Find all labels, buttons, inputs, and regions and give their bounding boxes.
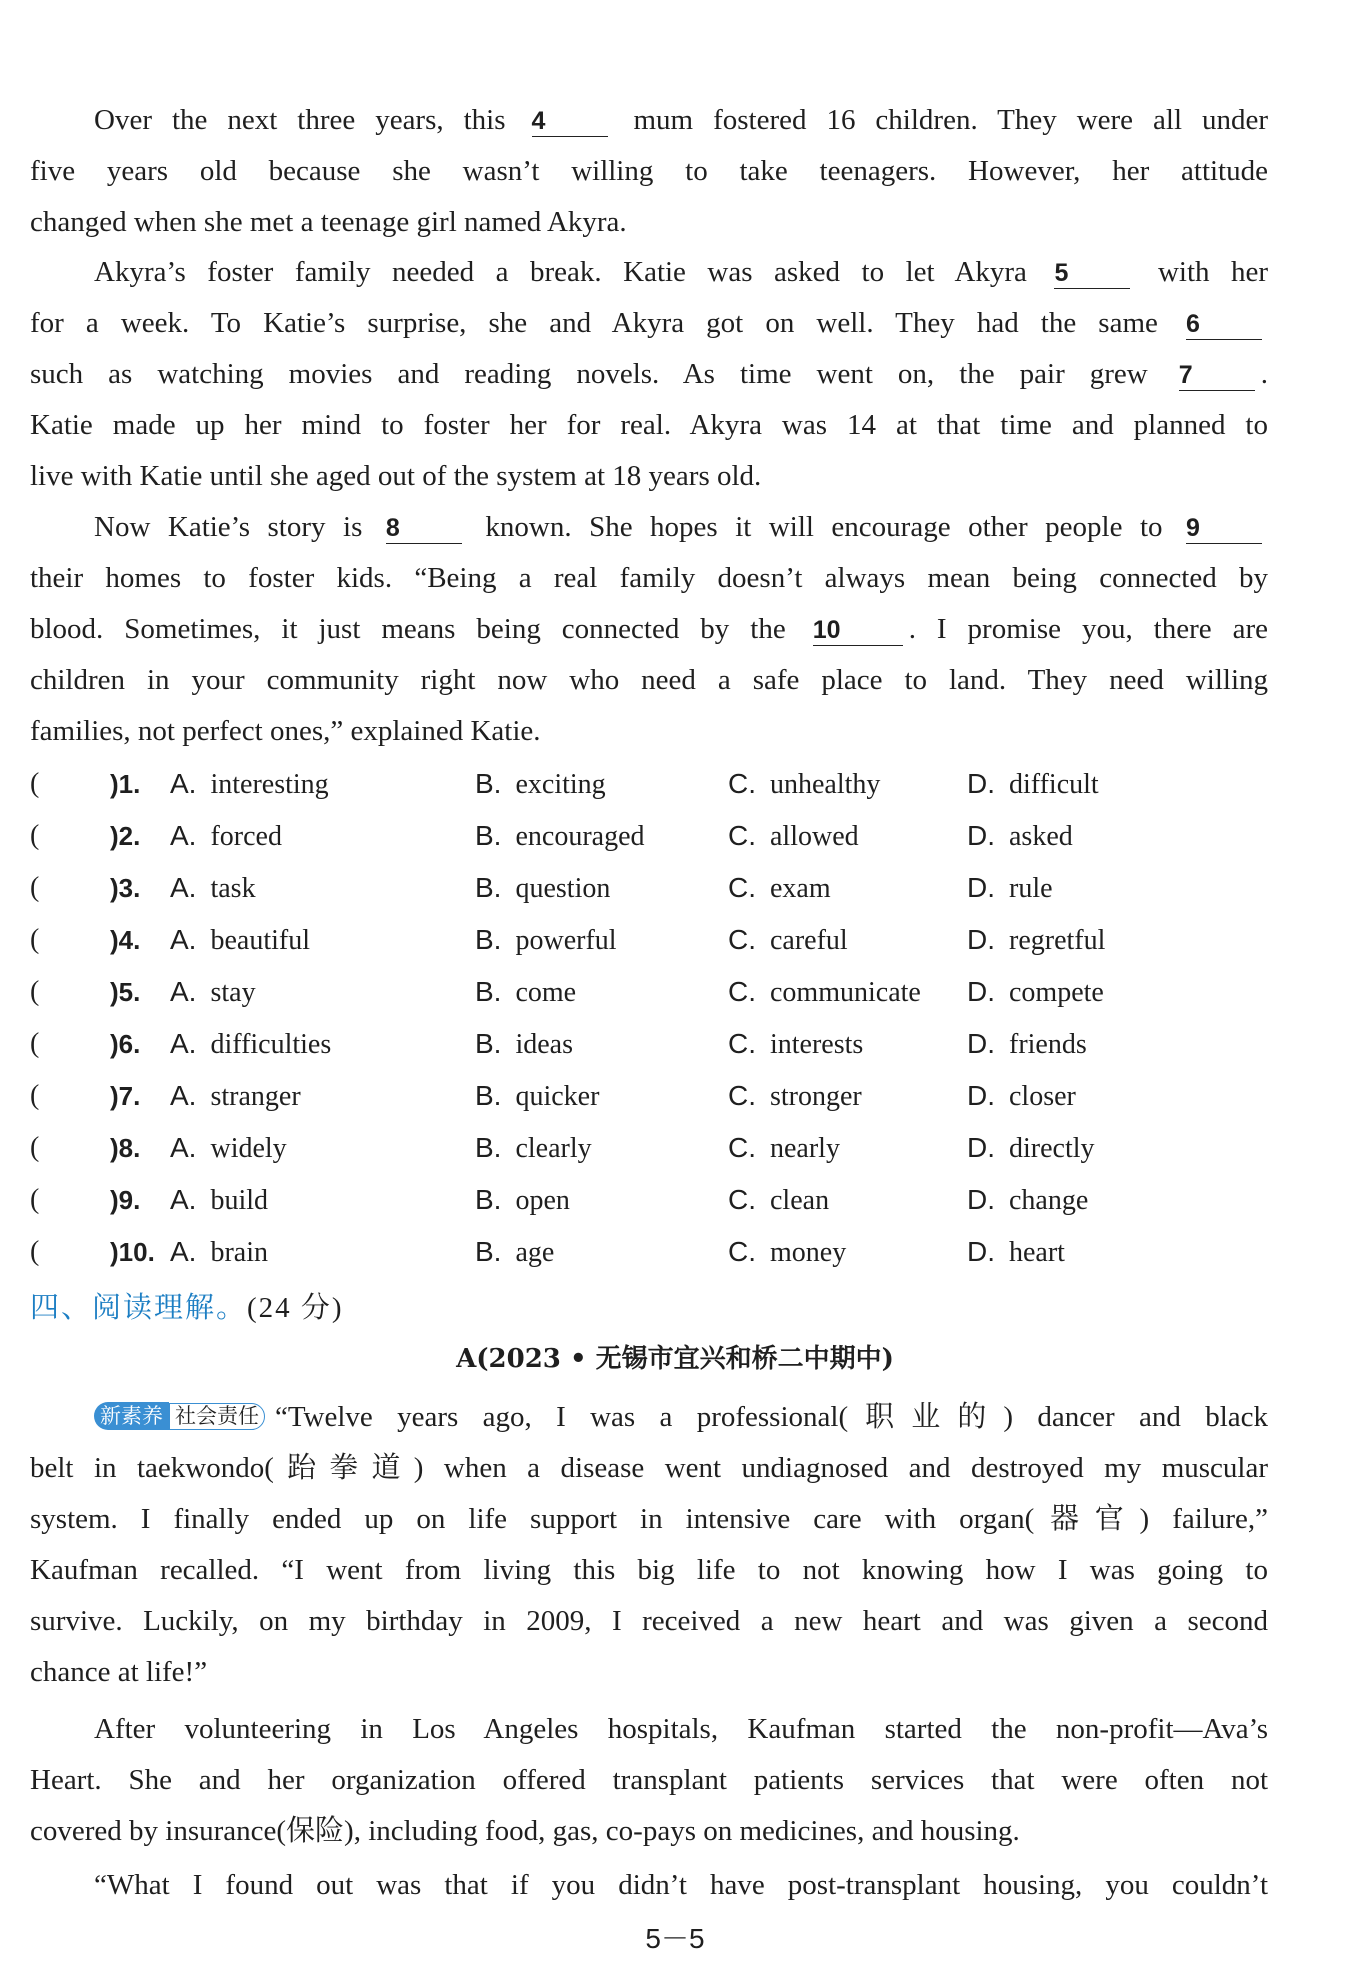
text-line: live with Katie until she aged out of the system at 18 years old. [30,460,762,492]
line-text: mum fostered 16 children. They were all under [633,104,1269,136]
paragraph-2 [30,247,1268,502]
text-line: changed when she met a teenage girl named Akyra. [30,206,627,238]
option-letter: D. [967,976,995,1007]
line-text: “Twelve years ago, I was a professional(职业的) dancer and black [275,1401,1268,1433]
text-line [30,95,1268,146]
option-b [475,1018,573,1071]
option-text: exam [770,873,831,904]
option-c [728,1018,863,1071]
question-number: )5. [110,977,141,1007]
option-letter: C. [728,1184,756,1215]
option-text: heart [1009,1237,1065,1268]
option-letter: D. [967,1028,995,1059]
blank-10: 10 [813,615,903,646]
option-letter: C. [728,976,756,1007]
option-letter: B. [475,872,502,903]
option-d [967,1018,1087,1071]
option-text: task [210,873,256,904]
option-a [170,1070,301,1123]
blank-4: 4 [532,106,608,137]
option-text: careful [770,925,848,956]
text-line: their homes to foster kids. “Being a real family doesn’t always mean being connected by [30,562,1268,594]
blank-9: 9 [1186,513,1262,544]
question-row [30,1226,1270,1278]
option-text: exciting [515,769,606,800]
line-text: such as watching movies and reading novels. As time went on, the pair grew [30,358,1148,390]
option-text: clearly [515,1133,592,1164]
text-line [30,502,1268,553]
responsibility-tag: 社会责任 [169,1403,265,1430]
option-letter: A. [170,976,197,1007]
line-text: for a week. To Katie’s surprise, she and Akyra got on well. They had the same [30,307,1158,339]
answer-paren: ( [30,872,40,903]
option-letter: D. [967,1236,995,1267]
option-a [170,1226,268,1279]
option-letter: A. [170,1184,197,1215]
option-text: ideas [515,1029,573,1060]
option-text: difficulties [210,1029,332,1060]
line-text: . I promise you, there are [908,613,1269,645]
option-text: rule [1009,873,1053,904]
option-a [170,810,282,863]
option-text: quicker [515,1081,600,1112]
text-line: children in your community right now who need a safe place to land. They need willing [30,664,1268,696]
text-line: “What I found out was that if you didn’t have post-transplant housing, you couldn’t [94,1869,1268,1901]
option-text: encouraged [515,821,645,852]
text-line: families, not perfect ones,” explained Katie. [30,715,541,747]
text-line: belt in taekwondo(跆拳道) when a disease went undiagnosed and destroyed my muscular [30,1452,1268,1484]
answer-paren: ( [30,1184,40,1215]
answer-paren: ( [30,1132,40,1163]
question-number: )7. [110,1081,141,1111]
option-letter: D. [967,768,995,799]
text-line: five years old because she wasn’t willing to take teenagers. However, her attitude [30,155,1268,187]
answer-paren: ( [30,1028,40,1059]
answer-paren: ( [30,820,40,851]
option-d [967,862,1053,915]
option-letter: A. [170,872,197,903]
option-text: friends [1009,1029,1087,1060]
option-letter: B. [475,1028,502,1059]
option-a [170,966,256,1019]
line-text: Now Katie’s story is [94,511,363,543]
paragraph-3 [30,502,1268,757]
option-letter: C. [728,924,756,955]
line-text: blood. Sometimes, it just means being connected by the [30,613,786,645]
answer-paren: ( [30,976,40,1007]
text-line: system. I finally ended up on life support in intensive care with organ(器官) failure,” [30,1503,1268,1535]
option-a [170,1018,331,1071]
option-letter: B. [475,820,502,851]
paragraph-1 [30,95,1268,248]
option-d [967,1226,1065,1279]
option-letter: C. [728,872,756,903]
option-b [475,862,610,915]
option-text: build [210,1185,269,1216]
question-row [30,1070,1270,1122]
question-options [30,758,1270,1278]
option-text: difficult [1009,769,1099,800]
answer-paren: ( [30,1236,40,1267]
option-letter: B. [475,1132,502,1163]
option-c [728,966,921,1019]
option-text: brain [210,1237,268,1268]
answer-paren: ( [30,924,40,955]
question-row [30,966,1270,1018]
section-score: (24 分) [247,1292,344,1324]
option-letter: B. [475,1236,502,1267]
text-line: survive. Luckily, on my birthday in 2009, I received a new heart and was given a second [30,1605,1268,1637]
question-number: )2. [110,821,141,851]
line-text: . [1260,358,1269,390]
option-text: asked [1009,821,1073,852]
option-d [967,810,1073,863]
text-line: Heart. She and her organization offered transplant patients services that were often not [30,1764,1268,1796]
blank-8: 8 [386,513,462,544]
option-a [170,758,329,811]
text-line: covered by insurance(保险), including food, gas, co-pays on medicines, and housing. [30,1815,1020,1847]
line-text: Akyra’s foster family needed a break. Katie was asked to let Akyra [94,256,1027,288]
option-a [170,1122,287,1175]
question-row [30,810,1270,862]
page-number: 5－5 [645,1923,705,1954]
option-text: powerful [515,925,617,956]
question-number: )4. [110,925,141,955]
option-d [967,914,1105,967]
option-letter: D. [967,1132,995,1163]
reading-paragraph-3 [30,1860,1268,1911]
option-letter: A. [170,924,197,955]
option-text: interests [770,1029,864,1060]
option-c [728,914,848,967]
question-row [30,1122,1270,1174]
option-b [475,1174,570,1227]
option-letter: A. [170,820,197,851]
literacy-tag: 新素养 [94,1402,169,1430]
option-text: change [1009,1185,1089,1216]
option-letter: C. [728,1132,756,1163]
text-line [30,298,1268,349]
line-text: with her [1157,256,1269,288]
reading-paragraph-2 [30,1704,1268,1857]
option-letter: C. [728,1028,756,1059]
option-letter: B. [475,924,502,955]
option-text: stranger [210,1081,301,1112]
option-text: directly [1009,1133,1095,1164]
option-letter: D. [967,924,995,955]
option-d [967,1070,1076,1123]
question-row [30,758,1270,810]
text-line [30,349,1268,400]
question-row [30,914,1270,966]
text-line [30,604,1268,655]
option-letter: D. [967,872,995,903]
question-row [30,1174,1270,1226]
question-row [30,1018,1270,1070]
option-b [475,914,617,967]
blank-7: 7 [1179,360,1255,391]
line-text: known. She hopes it will encourage other people to [485,511,1163,543]
option-letter: B. [475,1184,502,1215]
section-title [30,1285,344,1326]
option-letter: D. [967,820,995,851]
question-row [30,862,1270,914]
option-text: closer [1009,1081,1076,1112]
question-number: )3. [110,873,141,903]
option-b [475,1226,554,1279]
option-c [728,1070,862,1123]
option-text: nearly [770,1133,840,1164]
option-c [728,1226,846,1279]
option-d [967,758,1099,811]
option-letter: B. [475,1080,502,1111]
option-text: stay [210,977,256,1008]
option-letter: A. [170,1028,197,1059]
option-text: clean [770,1185,830,1216]
option-text: regretful [1009,925,1106,956]
line-text: Over the next three years, this [94,104,506,136]
option-text: beautiful [210,925,310,956]
option-text: open [515,1185,570,1216]
blank-5: 5 [1054,258,1130,289]
blank-6: 6 [1186,309,1262,340]
option-text: forced [210,821,282,852]
option-text: widely [210,1133,287,1164]
option-text: age [515,1237,555,1268]
text-line: chance at life!” [30,1656,208,1688]
option-d [967,1122,1095,1175]
option-letter: C. [728,820,756,851]
option-c [728,1122,840,1175]
option-b [475,1070,599,1123]
option-letter: A. [170,1236,197,1267]
section-title-text: 四、阅读理解。 [30,1290,248,1324]
answer-paren: ( [30,768,40,799]
option-letter: A. [170,1132,197,1163]
option-letter: C. [728,1080,756,1111]
option-c [728,1174,829,1227]
question-number: )10. [110,1237,155,1267]
option-a [170,862,256,915]
option-a [170,1174,268,1227]
text-line: After volunteering in Los Angeles hospitals, Kaufman started the non-profit—Ava’s [94,1713,1268,1745]
option-letter: A. [170,1080,197,1111]
reading-paragraph-1 [30,1392,1268,1698]
option-text: money [770,1237,847,1268]
option-c [728,862,831,915]
question-number: )8. [110,1133,141,1163]
option-text: interesting [210,769,329,800]
question-number: )9. [110,1185,141,1215]
option-b [475,810,645,863]
option-c [728,758,880,811]
option-c [728,810,859,863]
option-b [475,758,606,811]
option-text: communicate [770,977,921,1008]
question-number: )1. [110,769,141,799]
text-line [30,247,1268,298]
option-letter: A. [170,768,197,799]
option-text: come [515,977,577,1008]
text-line [30,1392,1268,1443]
option-d [967,966,1104,1019]
question-number: )6. [110,1029,141,1059]
option-letter: C. [728,768,756,799]
option-letter: D. [967,1080,995,1111]
option-letter: D. [967,1184,995,1215]
text-line: Katie made up her mind to foster her for real. Akyra was 14 at that time and planned to [30,409,1268,441]
option-letter: B. [475,976,502,1007]
answer-paren: ( [30,1080,40,1111]
option-letter: C. [728,1236,756,1267]
option-text: stronger [770,1081,862,1112]
option-text: compete [1009,977,1104,1008]
option-text: allowed [770,821,859,852]
option-letter: B. [475,768,502,799]
option-a [170,914,310,967]
passage-source: A(2023 • 无锡市宜兴和桥二中期中) [456,1344,894,1374]
option-d [967,1174,1088,1227]
option-text: question [515,873,611,904]
option-b [475,966,576,1019]
option-text: unhealthy [770,769,881,800]
text-line: Kaufman recalled. “I went from living this big life to not knowing how I was going to [30,1554,1268,1586]
option-b [475,1122,592,1175]
